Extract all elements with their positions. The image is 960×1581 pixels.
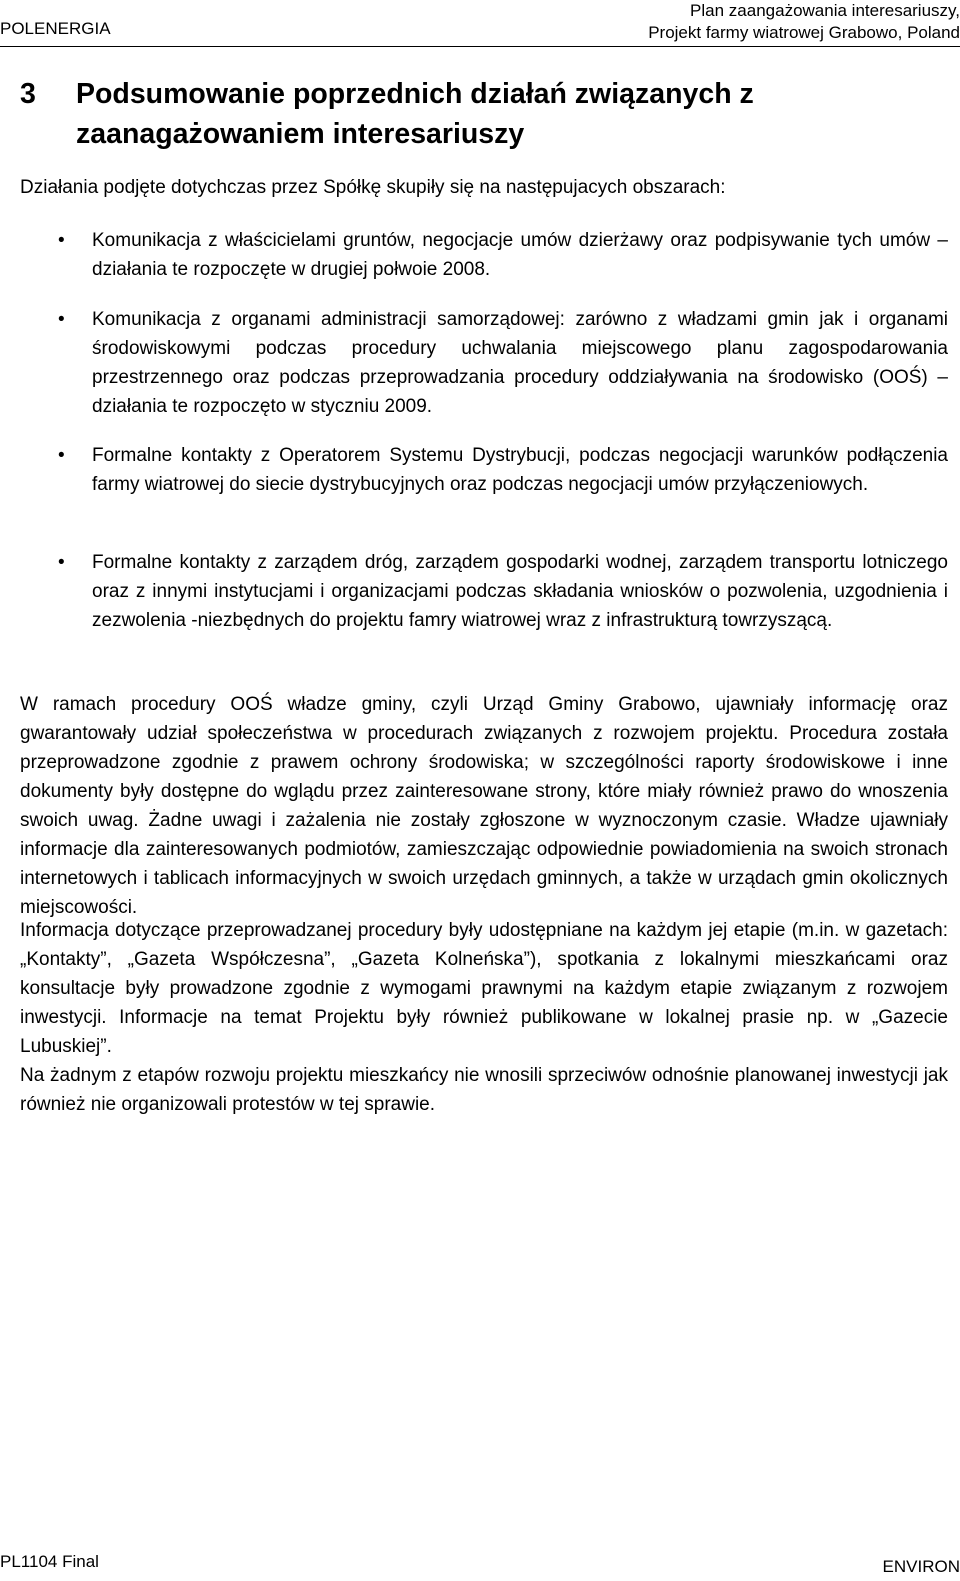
section-heading [20,74,940,154]
list-item [20,441,948,499]
footer-company-logo: ENVIRON [882,1557,960,1576]
list-item [20,305,948,421]
bullet-icon: • [58,230,65,251]
bullet-icon: • [58,552,65,573]
bullet-icon: • [58,309,65,330]
section-title: Podsumowanie poprzednich działań związanych z zaanagażowaniem interesariuszy [76,78,754,150]
body-paragraph: W ramach procedury OOŚ władze gminy, czyli Urząd Gminy Grabowo, ujawniały informację oraz gwarantowały udział społeczeństwa w procedurach związanych z rozwojem projektu. Procedura została przeprowadzone zgodnie z prawem ochrony środowiska; w szczególności raporty środowiskowe i inne dokumenty były dostępne do wglądu przez zainteresowane strony, które miały również prawo do wnoszenia swoich uwag. Żadne uwagi i zażalenia nie zostały zgłoszone w wyznoczonym czasie. Władze ujawniały informacje dla zainteresowanych podmiotów, zamieszczając odpowiednie powiadomienia na swoich stronach internetowych i tablicach informacyjnych w swoich urzędach gminnych, a także w urządach gmin okolicznych miejscowości. [20,694,948,918]
bullet-icon: • [58,445,65,466]
list-item [20,226,948,284]
body-paragraph: Na żadnym z etapów rozwoju projektu mieszkańcy nie wnosili sprzeciwów odnośnie planowanej inwestycji jak również nie organizowali protestów w tej sprawie. [20,1065,948,1115]
list-item-text: Komunikacja z organami administracji samorządowej: zarówno z władzami gmin jak i organami środowiskowymi podczas procedury uchwalania miejscowego planu zagospodarowania przestrzennego oraz podczas przeprowadzania procedury oddziaływania na środowisko (OOŚ) – działania te rozpoczęto w styczniu 2009. [92,309,948,417]
header-title-line2: Projekt farmy wiatrowej Grabowo, Poland [648,23,960,42]
footer-document-code: PL1104 Final [0,1552,99,1571]
intro-paragraph: Działania podjęte dotychczas przez Spółkę skupiły się na następujacych obszarach: [20,177,726,198]
list-item-text: Komunikacja z właścicielami gruntów, negocjacje umów dzierżawy oraz podpisywanie tych umów – działania te rozpoczęte w drugiej połwoie 2008. [92,230,948,280]
header-divider [0,46,960,47]
list-item-text: Formalne kontakty z Operatorem Systemu Dystrybucji, podczas negocjacji warunków podłączenia farmy wiatrowej do siecie dystrybucyjnych oraz podczas negocjacji umów przyłączeniowych. [92,445,948,495]
header-company: POLENERGIA [0,19,111,38]
body-paragraph: Informacja dotyczące przeprowadzanej procedury były udostępniane na każdym jej etapie (m.in. w gazetach: „Kontakty”, „Gazeta Współczesna”, „Gazeta Kolneńska”), spotkania z lokalnymi mieszkańcami oraz konsultacje były prowadzone zgodnie z wymogami prawnymi na każdym etapie związanym z rozwojem inwestycji. Informacje na temat Projektu były również publikowane w lokalnej prasie np. w „Gazecie Lubuskiej”. [20,920,948,1057]
section-number: 3 [20,78,36,110]
header-title-line1: Plan zaangażowania interesariuszy, [690,1,960,20]
list-item-text: Formalne kontakty z zarządem dróg, zarządem gospodarki wodnej, zarządem transportu lotniczego oraz z innymi instytucjami i organizacjami podczas składania wniosków o pozwolenia, uzgodnienia i zezwolenia -niezbędnych do projektu famry wiatrowej wraz z infrastrukturą towrzyszącą. [92,552,948,631]
header-document-title [648,0,960,44]
list-item [20,548,948,635]
